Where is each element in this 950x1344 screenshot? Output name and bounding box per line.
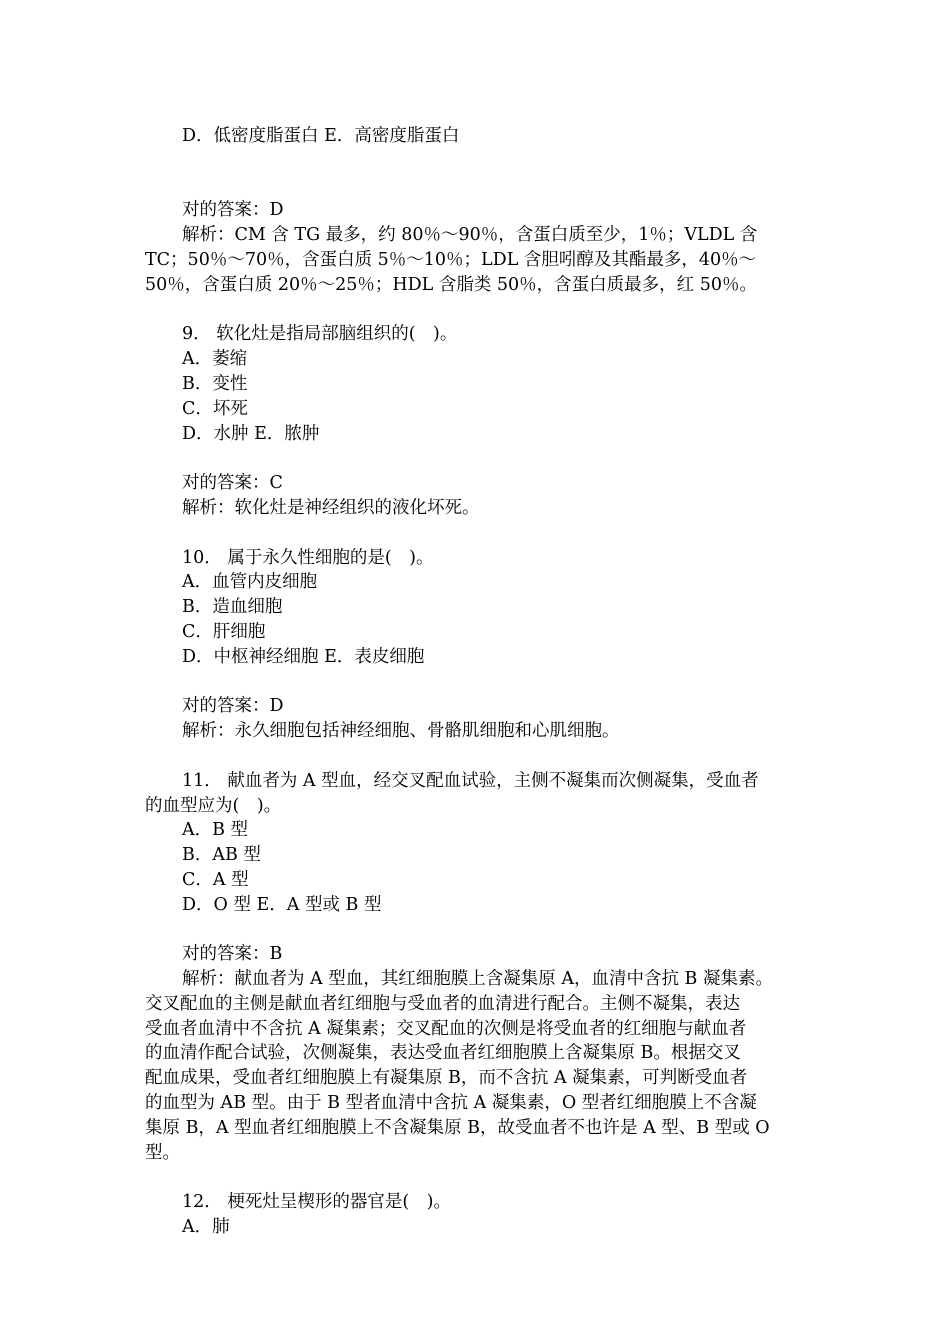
q10-option-b: B．造血细胞 [182,597,283,618]
q9-analysis: 解析：软化灶是神经组织的液化坏死。 [182,497,480,518]
q11-answer: 对的答案：B [182,944,283,965]
q11-stem-line-1: 11． 献血者为 A 型血，经交叉配血试验，主侧不凝集而次侧凝集，受血者 [182,770,759,791]
q11-analysis-line-1: 解析：献血者为 A 型血，其红细胞膜上含凝集原 A，血清中含抗 B 凝集素。 [182,969,773,990]
q11-analysis-line-8: 型。 [145,1142,180,1163]
q10-option-c: C．肝细胞 [182,621,266,642]
q11-option-b: B．AB 型 [182,845,261,866]
q10-analysis: 解析：永久细胞包括神经细胞、骨骼肌细胞和心肌细胞。 [182,721,620,742]
q12-stem: 12． 梗死灶呈楔形的器官是( )。 [182,1192,451,1213]
q11-analysis-line-4: 的血清作配合试验，次侧凝集，表达受血者红细胞膜上含凝集原 B。根据交叉 [145,1043,741,1064]
document-content [145,124,810,1240]
q11-analysis-line-7: 集原 B，A 型血者红细胞膜上不含凝集原 B，故受血者不也许是 A 型、B 型或 O [145,1117,770,1138]
q11-option-d: D．O 型 E．A 型或 B 型 [182,894,382,915]
q11-analysis-line-3: 受血者血清中不含抗 A 凝集素；交叉配血的次侧是将受血者的红细胞与献血者 [145,1018,747,1039]
q8-option-d: D．低密度脂蛋白 E．高密度脂蛋白 [182,126,460,146]
q11-analysis-line-5: 配血成果，受血者红细胞膜上有凝集原 B，而不含抗 A 凝集素，可判断受血者 [145,1068,748,1089]
q9-option-a: A．萎缩 [182,349,248,370]
q11-option-a: A．B 型 [182,820,249,841]
q9-answer: 对的答案：C [182,473,283,494]
q9-option-d: D．水肿 E．脓肿 [182,423,320,444]
q8-answer: 对的答案：D [182,200,284,221]
q12-option-a: A．肺 [182,1217,230,1238]
q10-option-d: D．中枢神经细胞 E．表皮细胞 [182,646,425,667]
q10-stem: 10． 属于永久性细胞的是( )。 [182,547,434,568]
q8-analysis-line-1: 解析：CM 含 TG 最多，约 80％～90％，含蛋白质至少，1％；VLDL 含 [182,225,758,246]
q8-analysis-line-3: 50％，含蛋白质 20％～25％；HDL 含脂类 50％，含蛋白质最多，红 50％。 [145,274,758,295]
q9-stem: 9． 软化灶是指局部脑组织的( )。 [182,324,458,345]
q9-option-b: B．变性 [182,373,248,394]
q10-option-a: A．血管内皮细胞 [182,572,318,593]
q11-analysis-line-6: 的血型为 AB 型。由于 B 型者血清中含抗 A 凝集素，O 型者红细胞膜上不含凝 [145,1093,757,1114]
q8-analysis-line-2: TC；50％～70％，含蛋白质 5％～10％；LDL 含胆吲醇及其酯最多，40％～ [145,249,757,270]
q9-option-c: C．坏死 [182,398,248,419]
q11-analysis-line-2: 交叉配血的主侧是献血者红细胞与受血者的血清进行配合。主侧不凝集，表达 [145,993,740,1014]
q11-option-c: C．A 型 [182,869,249,890]
q10-answer: 对的答案：D [182,696,284,717]
q11-stem-line-2: 的血型应为( )。 [145,795,282,816]
